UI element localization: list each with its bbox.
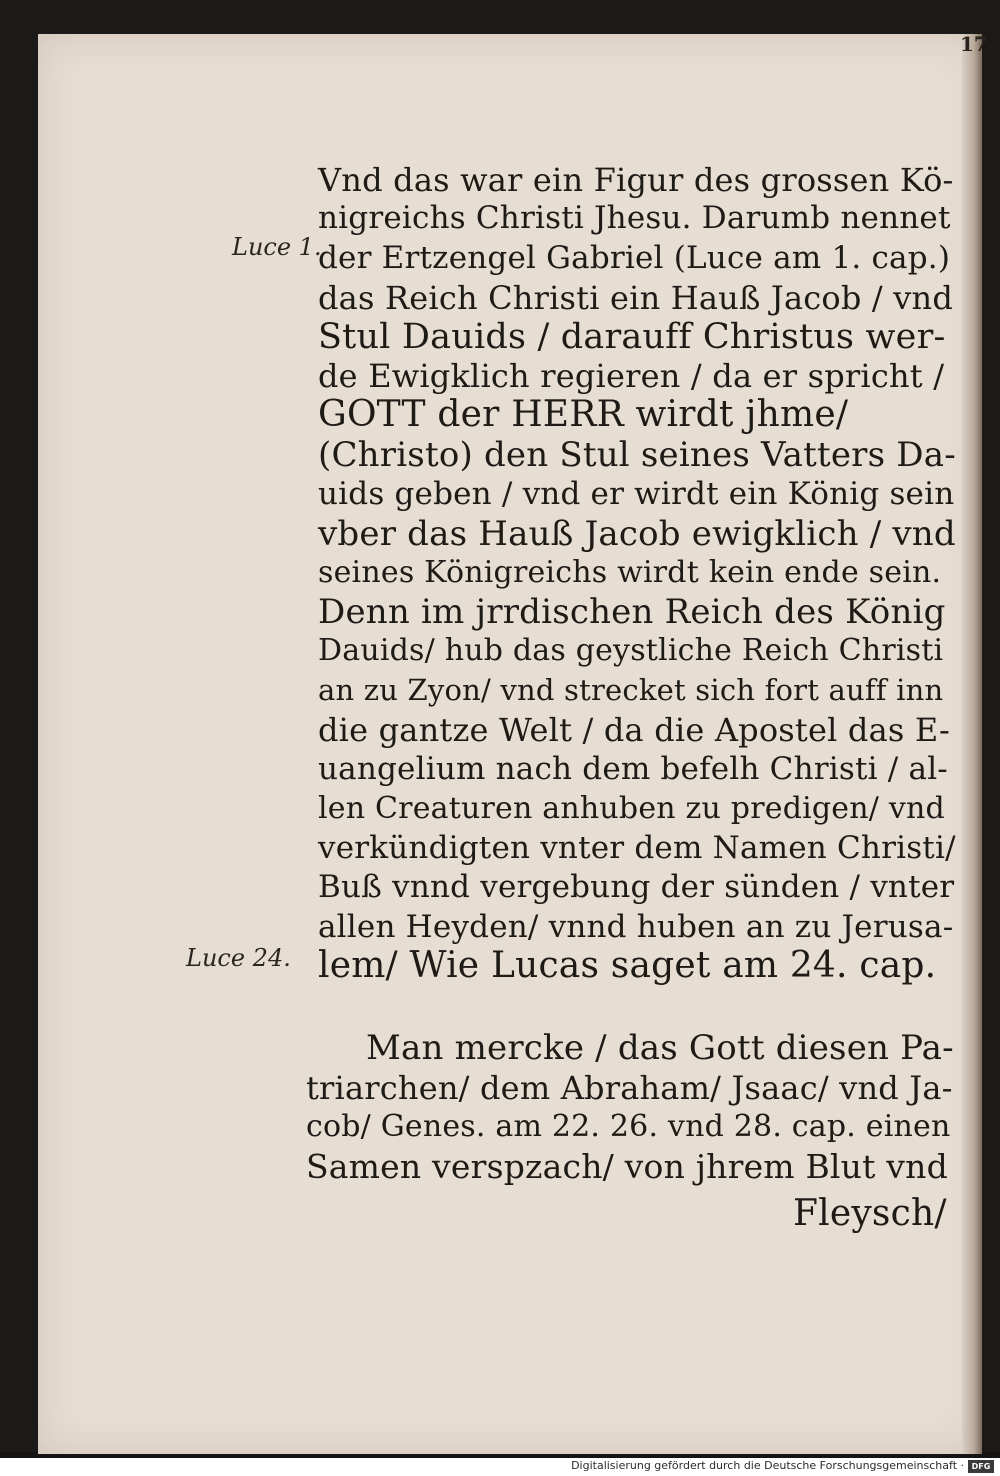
text-line: Man mercke / das Gott diesen Pa- xyxy=(366,1028,954,1068)
dfg-logo: DFG xyxy=(968,1460,994,1473)
text-line: seines Königreichs wirdt kein ende sein. xyxy=(318,555,942,590)
text-line: Vnd das war ein Figur des grossen Kö- xyxy=(318,161,954,199)
text-line: Denn im jrrdischen Reich des König xyxy=(318,592,946,632)
footer-credit: Digitalisierung gefördert durch die Deutsche Forschungsgemeinschaft · xyxy=(571,1459,964,1472)
text-line: cob/ Genes. am 22. 26. vnd 28. cap. einen xyxy=(306,1109,951,1144)
text-line: das Reich Christi ein Hauß Jacob / vnd xyxy=(318,279,954,317)
text-line: triarchen/ dem Abraham/ Jsaac/ vnd Ja- xyxy=(306,1069,953,1107)
text-line: Buß vnnd vergebung der sünden / vnter xyxy=(318,869,955,905)
page-edge xyxy=(960,32,988,1454)
text-line: GOTT der HERR wirdt jhme/ xyxy=(318,394,849,435)
text-line: uangelium nach dem befelh Christi / al- xyxy=(318,751,948,787)
text-line: vber das Hauß Jacob ewigklich / vnd xyxy=(318,514,956,554)
text-line: an zu Zyon/ vnd strecket sich fort auff inn xyxy=(318,673,944,707)
text-line: de Ewigklich regieren / da er spricht / xyxy=(318,357,945,395)
text-line: Dauids/ hub das geystliche Reich Christi xyxy=(318,633,944,668)
text-line: uids geben / vnd er wirdt ein König sein xyxy=(318,476,955,512)
text-line: die gantze Welt / da die Apostel das E- xyxy=(318,711,951,749)
margin-note-luce-24: Luce 24. xyxy=(186,944,291,972)
text-line: nigreichs Christi Jhesu. Darumb nennet xyxy=(318,200,951,236)
text-line: Stul Dauids / darauff Christus wer- xyxy=(318,317,946,357)
margin-note-luce-1: Luce 1. xyxy=(232,233,322,261)
text-line: lem/ Wie Lucas saget am 24. cap. xyxy=(318,945,937,986)
text-line: allen Heyden/ vnnd huben an zu Jerusa- xyxy=(318,909,954,945)
text-line: Samen verspzach/ von jhrem Blut vnd xyxy=(306,1147,948,1186)
text-line: (Christo) den Stul seines Vatters Da- xyxy=(318,435,956,475)
text-line: len Creaturen anhuben zu predigen/ vnd xyxy=(318,791,945,826)
folio-number: 17 xyxy=(960,32,988,56)
text-line: verkündigten vnter dem Namen Christi/ xyxy=(318,830,956,866)
catchword: Fleysch/ xyxy=(793,1193,947,1234)
text-line: der Ertzengel Gabriel (Luce am 1. cap.) xyxy=(318,240,951,276)
